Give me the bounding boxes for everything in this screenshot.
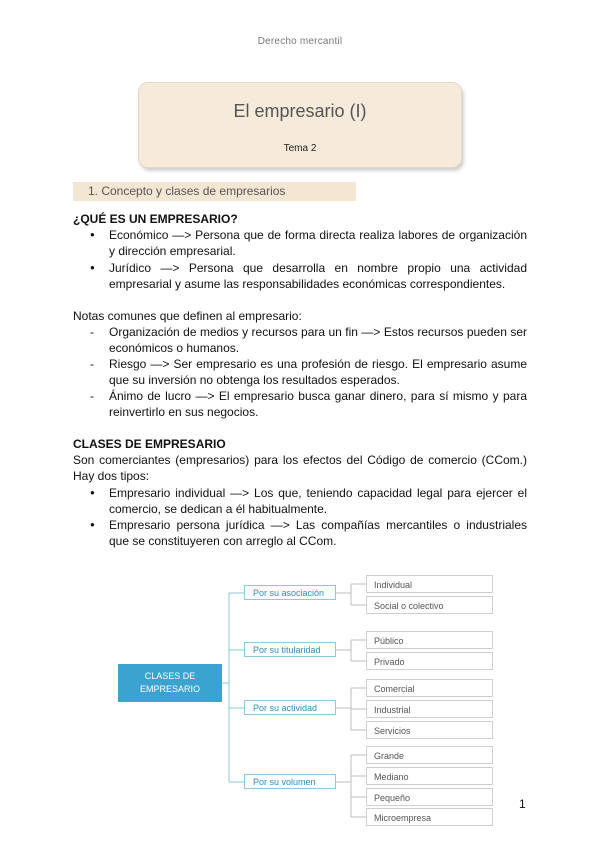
diagram-category: Por su titularidad <box>244 642 336 657</box>
list-item: - Riesgo —> Ser empresario es una profesión de riesgo. El empresario asume que su inversión no obtenga los resultados esperados. <box>109 356 527 388</box>
page-subtitle: Tema 2 <box>283 143 317 154</box>
page-title: El empresario (I) <box>233 101 367 121</box>
diagram-category: Por su volumen <box>244 774 336 789</box>
list-item: ● Económico —> Persona que de forma directa realiza labores de organización y dirección empresarial. <box>109 227 527 259</box>
diagram-category: Por su asociación <box>244 585 336 600</box>
page-number: 1 <box>519 797 526 811</box>
diagram-category: Por su actividad <box>244 700 336 715</box>
diagram-leaf: Individual <box>366 575 493 593</box>
diagram-leaf: Social o colectivo <box>366 596 493 614</box>
diagram-leaf: Industrial <box>366 700 493 718</box>
clases-intro: Son comerciantes (empresarios) para los efectos del Código de comercio (CCom.) Hay dos tipos: <box>73 453 527 483</box>
list-item: - Ánimo de lucro —> El empresario busca ganar dinero, para sí mismo y para reinvertirlo en sus negocios. <box>109 388 527 420</box>
diagram-leaf: Privado <box>366 652 493 670</box>
diagram-leaf: Pequeño <box>366 788 493 806</box>
running-header: Derecho mercantil <box>257 36 343 47</box>
diagram-leaf: Servicios <box>366 721 493 739</box>
diagram-leaf: Mediano <box>366 767 493 785</box>
notes-intro: Notas comunes que definen al empresario: <box>73 309 302 323</box>
diagram-leaf: Público <box>366 631 493 649</box>
list-item: - Organización de medios y recursos para un fin —> Estos recursos pueden ser económicos o humanos. <box>109 324 527 356</box>
diagram-leaf: Grande <box>366 746 493 764</box>
clases-heading: CLASES DE EMPRESARIO <box>73 437 226 451</box>
question-heading: ¿QUÉ ES UN EMPRESARIO? <box>73 212 238 226</box>
diagram-leaf: Comercial <box>366 679 493 697</box>
list-item: ● Empresario individual —> Los que, teniendo capacidad legal para ejercer el comercio, se dedican a él habitualmente. <box>109 485 527 517</box>
list-item: ● Jurídico —> Persona que desarrolla en nombre propio una actividad empresarial y asume las responsabilidades económicas correspondientes. <box>109 260 527 292</box>
list-item: ● Empresario persona jurídica —> Las compañías mercantiles o industriales que se constituyeren con arreglo al CCom. <box>109 517 527 549</box>
diagram-leaf: Microempresa <box>366 808 493 826</box>
diagram-root: CLASES DE EMPRESARIO <box>118 664 222 702</box>
section-heading: 1. Concepto y clases de empresarios <box>73 182 356 201</box>
